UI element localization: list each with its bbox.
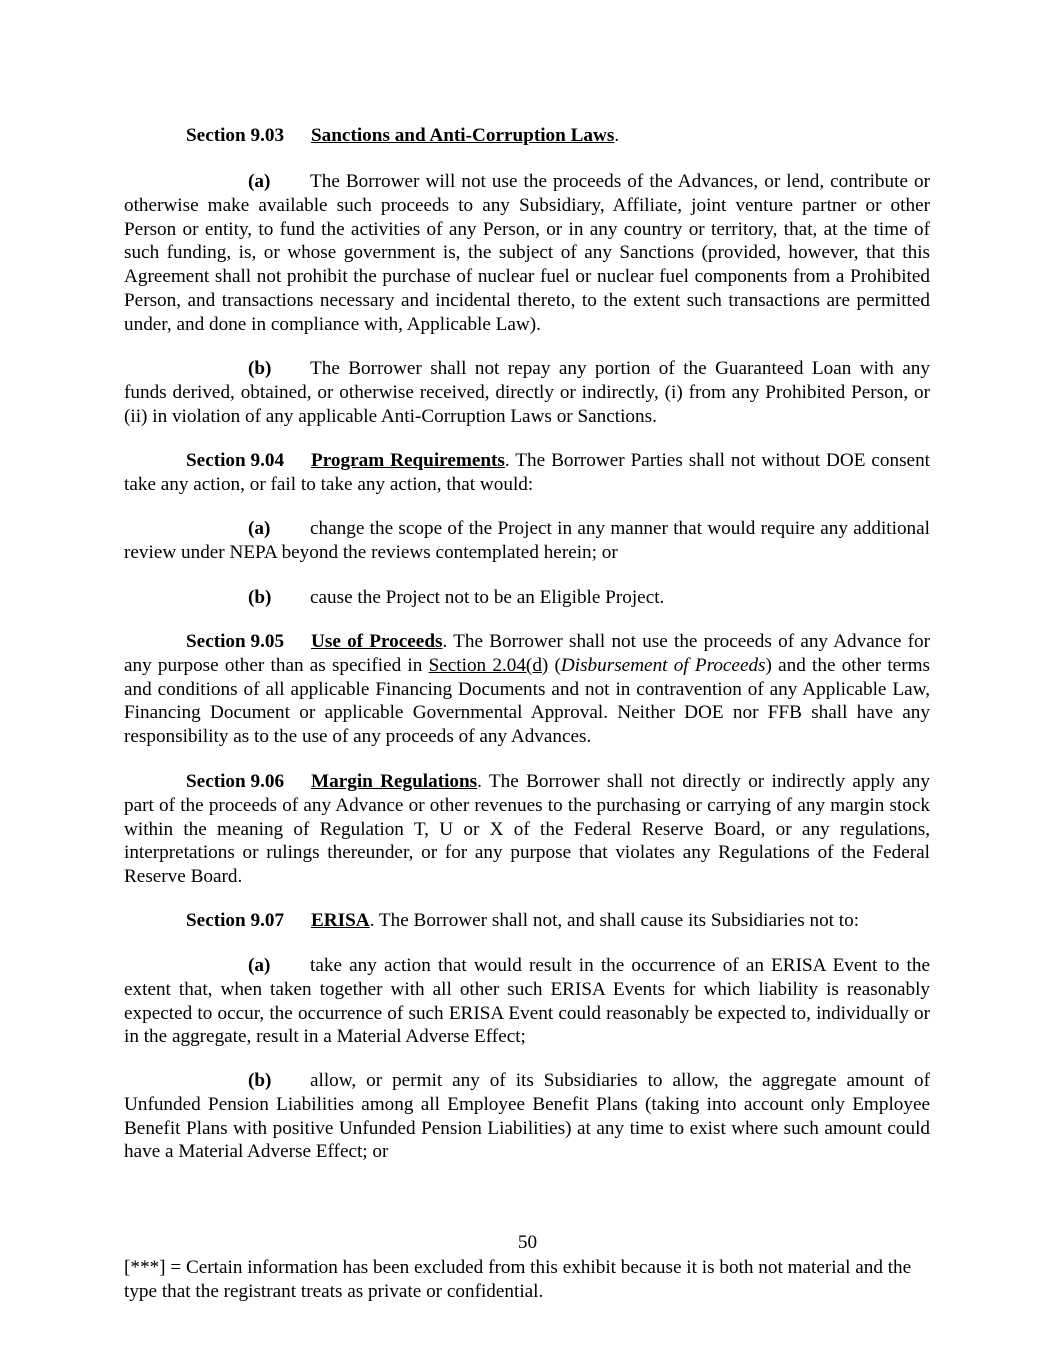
section-title: Program Requirements [311,450,505,471]
clause-label: (b) [248,587,272,608]
clause-label: (a) [248,518,271,539]
clause-text: The Borrower will not use the proceeds of the Advances, or lend, contribute or otherwise make available such proceeds to any Subsidiary, Affiliate, joint venture partner or other Person or entity, to fund the activities of any Person, or in any country or territory, that, at the time of such funding, is, or whose government is, the subject of any Sanctions (provided, however, that this Agreement shall not prohibit the purchase of nuclear fuel or nuclear fuel components from a Prohibited Person, and transactions necessary and incidental thereto, to the extent such transactions are permitted under, and done in compliance with, Applicable Law). [124,171,930,335]
clause-text: change the scope of the Project in any manner that would require any additional review under NEPA beyond the reviews contemplated herein; or [124,518,930,563]
clause-label: (b) [248,358,272,379]
section-reference-title: Disbursement of Proceeds [560,654,766,676]
page-number: 50 [517,1232,538,1253]
section-text: ) and the other terms and conditions of all applicable Financing Documents and not in contravention of any Applicable Law, Financing Document or applicable Governmental Approval. Neither DOE nor FFB shall have any responsibility as to the use of any proceeds of any Advances. [124,654,930,748]
clause-label: (a) [248,955,271,976]
section-number: Section 9.05 [186,631,285,652]
section-text: ( [548,654,561,676]
confidentiality-footer: [***] = Certain information has been excluded from this exhibit because it is both not material and the type that the registrant treats as private or confidential. [124,1257,912,1302]
section-text: . The Borrower shall not use the proceeds of any Advance for any purpose other than as specified in [124,631,930,676]
section-9-07-clause-b [124,1069,930,1164]
clause-text: The Borrower shall not repay any portion of the Guaranteed Loan with any funds derived, obtained, or otherwise received, directly or indirectly, (i) from any Prohibited Person, or (ii) in violation of any applicable Anti-Corruption Laws or Sanctions. [124,358,930,427]
section-9-03-clause-a [124,170,930,337]
clause-label: (b) [248,1070,272,1091]
section-9-05 [124,630,930,749]
section-9-07 [124,909,930,933]
clause-label: (a) [248,171,271,192]
section-text: . The Borrower shall not, and shall cause its Subsidiaries not to: [369,910,860,931]
section-9-04-clause-b [124,586,930,610]
section-text: . The Borrower Parties shall not without DOE consent take any action, or fail to take any action, that would: [124,450,930,495]
section-9-07-clause-a [124,954,930,1049]
section-reference-link: Section 2.04(d) [428,654,549,676]
section-number: Section 9.07 [186,910,285,931]
section-number: Section 9.06 [186,771,285,792]
section-title: Sanctions and Anti-Corruption Laws [311,125,615,146]
clause-text: cause the Project not to be an Eligible Project. [310,587,665,608]
section-title: ERISA [311,910,370,931]
section-9-03-clause-b [124,357,930,428]
section-title: Use of Proceeds [311,631,443,652]
section-9-04 [124,449,930,497]
section-title: Margin Regulations [311,771,478,792]
section-number: Section 9.03 [186,125,285,146]
clause-text: allow, or permit any of its Subsidiaries to allow, the aggregate amount of Unfunded Pension Liabilities among all Employee Benefit Plans (taking into account only Employee Benefit Plans with positive Unfunded Pension Liabilities) at any time to exist where such amount could have a Material Adverse Effect; or [124,1070,930,1163]
section-heading-tail: . [614,125,620,146]
section-number: Section 9.04 [186,450,285,471]
section-text: . The Borrower shall not directly or indirectly apply any part of the proceeds of any Advance or other revenues to the purchasing or carrying of any margin stock within the meaning of Regulation T, U or X of the Federal Reserve Board, or any regulations, interpretations or rulings thereunder, or for any purpose that violates any Regulations of the Federal Reserve Board. [124,771,930,888]
clause-text: take any action that would result in the occurrence of an ERISA Event to the extent that, when taken together with all other such ERISA Events for which liability is reasonably expected to occur, the occurrence of such ERISA Event could reasonably be expected to, individually or in the aggregate, result in a Material Adverse Effect; [124,955,930,1048]
section-9-03-heading [124,124,930,148]
section-9-06 [124,770,930,889]
section-9-04-clause-a [124,517,930,565]
